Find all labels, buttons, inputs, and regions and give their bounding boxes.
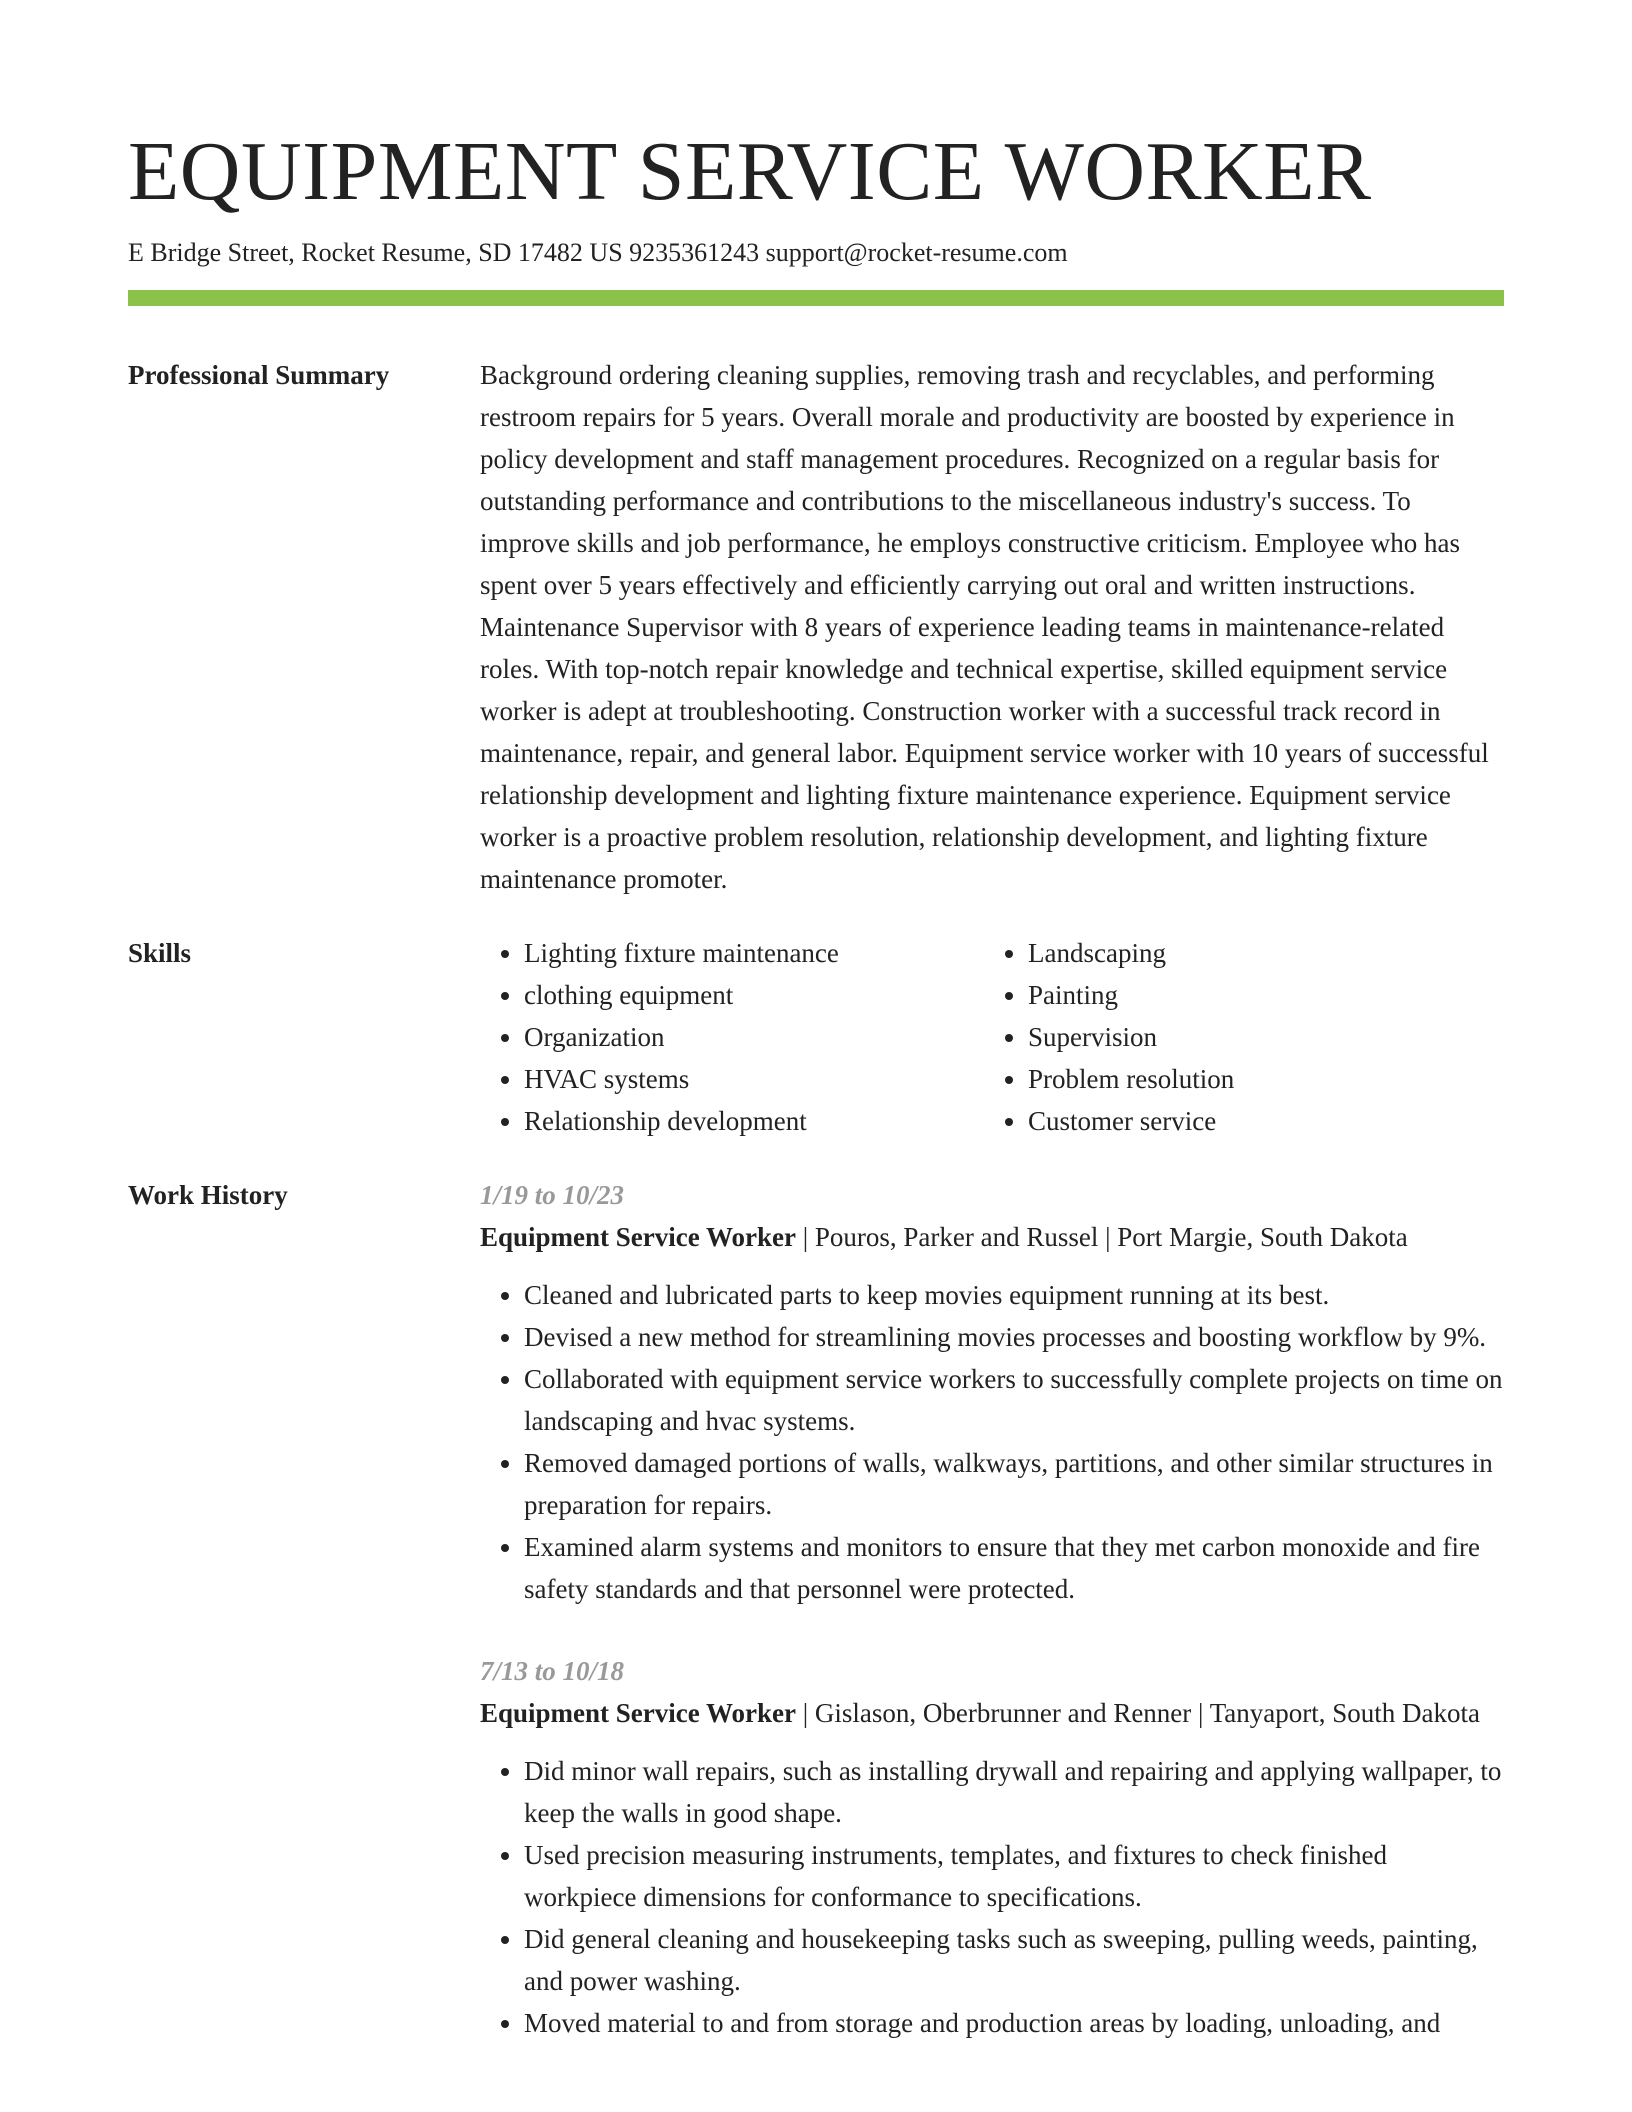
job-dates: 7/13 to 10/18 — [480, 1656, 625, 1686]
skill-item: • clothing equipment — [524, 974, 984, 1016]
job-bullet-list — [480, 1750, 1504, 2044]
skill-item: • Problem resolution — [1028, 1058, 1488, 1100]
skills-list-left — [480, 932, 984, 1142]
job-entry — [480, 1174, 1504, 1610]
summary-text: Background ordering cleaning supplies, removing trash and recyclables, and performing restroom repairs for 5 years. Overall morale and productivity are boosted by experience in policy development and staff management procedures. Recognized on a regular basis for outstanding performance and contributions to the miscellaneous industry's success. To improve skills and job performance, he employs constructive criticism. Employee who has spent over 5 years effectively and efficiently carrying out oral and written instructions. Maintenance Supervisor with 8 years of experience leading teams in maintenance-related roles. With top-notch repair knowledge and technical expertise, skilled equipment service worker is adept at troubleshooting. Construction worker with a successful track record in maintenance, repair, and general labor. Equipment service worker with 10 years of successful relationship development and lighting fixture maintenance experience. Equipment service worker is a proactive problem resolution, relationship development, and lighting fixture maintenance promoter. — [480, 360, 1489, 894]
skill-item: • Organization — [524, 1016, 984, 1058]
job-bullet: • Cleaned and lubricated parts to keep movies equipment running at its best. — [524, 1274, 1504, 1316]
job-title: Equipment Service Worker — [480, 1222, 796, 1252]
job-bullet: • Collaborated with equipment service workers to successfully complete projects on time on landscaping and hvac systems. — [524, 1358, 1504, 1442]
job-details: | Pouros, Parker and Russel | Port Margie, South Dakota — [795, 1222, 1408, 1252]
skill-item: • HVAC systems — [524, 1058, 984, 1100]
job-heading — [480, 1216, 1504, 1258]
resume-title: EQUIPMENT SERVICE WORKER — [128, 125, 1372, 218]
skills-heading: Skills — [128, 938, 192, 968]
skills-list-right — [984, 932, 1488, 1142]
work-history-section — [128, 1174, 1504, 2084]
job-title: Equipment Service Worker — [480, 1698, 796, 1728]
header-divider — [128, 290, 1504, 306]
summary-heading: Professional Summary — [128, 360, 390, 390]
job-bullet-list — [480, 1274, 1504, 1610]
skill-item: • Supervision — [1028, 1016, 1488, 1058]
job-details: | Gislason, Oberbrunner and Renner | Tanyaport, South Dakota — [795, 1698, 1481, 1728]
skills-columns — [480, 932, 1504, 1142]
skill-item: • Landscaping — [1028, 932, 1488, 974]
job-heading — [480, 1692, 1504, 1734]
work-history-heading: Work History — [128, 1180, 288, 1210]
skills-section — [128, 932, 1504, 1142]
job-dates: 1/19 to 10/23 — [480, 1180, 625, 1210]
job-bullet: • Used precision measuring instruments, templates, and fixtures to check finished workpiece dimensions for conformance to specifications. — [524, 1834, 1504, 1918]
resume-page — [128, 0, 1504, 2084]
summary-section — [128, 354, 1504, 900]
contact-line: E Bridge Street, Rocket Resume, SD 17482 US 9235361243 support@rocket-resume.com — [128, 238, 1068, 267]
skill-item: • Relationship development — [524, 1100, 984, 1142]
skill-item: • Lighting fixture maintenance — [524, 932, 984, 974]
job-bullet: • Did minor wall repairs, such as installing drywall and repairing and applying wallpaper, to keep the walls in good shape. — [524, 1750, 1504, 1834]
job-bullet: • Removed damaged portions of walls, walkways, partitions, and other similar structures in preparation for repairs. — [524, 1442, 1504, 1526]
job-bullet: • Moved material to and from storage and production areas by loading, unloading, and — [524, 2002, 1504, 2044]
job-bullet: • Devised a new method for streamlining movies processes and boosting workflow by 9%. — [524, 1316, 1504, 1358]
job-bullet: • Examined alarm systems and monitors to ensure that they met carbon monoxide and fire safety standards and that personnel were protected. — [524, 1526, 1504, 1610]
job-bullet: • Did general cleaning and housekeeping tasks such as sweeping, pulling weeds, painting, and power washing. — [524, 1918, 1504, 2002]
skill-item: • Painting — [1028, 974, 1488, 1016]
job-entry — [480, 1650, 1504, 2044]
skill-item: • Customer service — [1028, 1100, 1488, 1142]
